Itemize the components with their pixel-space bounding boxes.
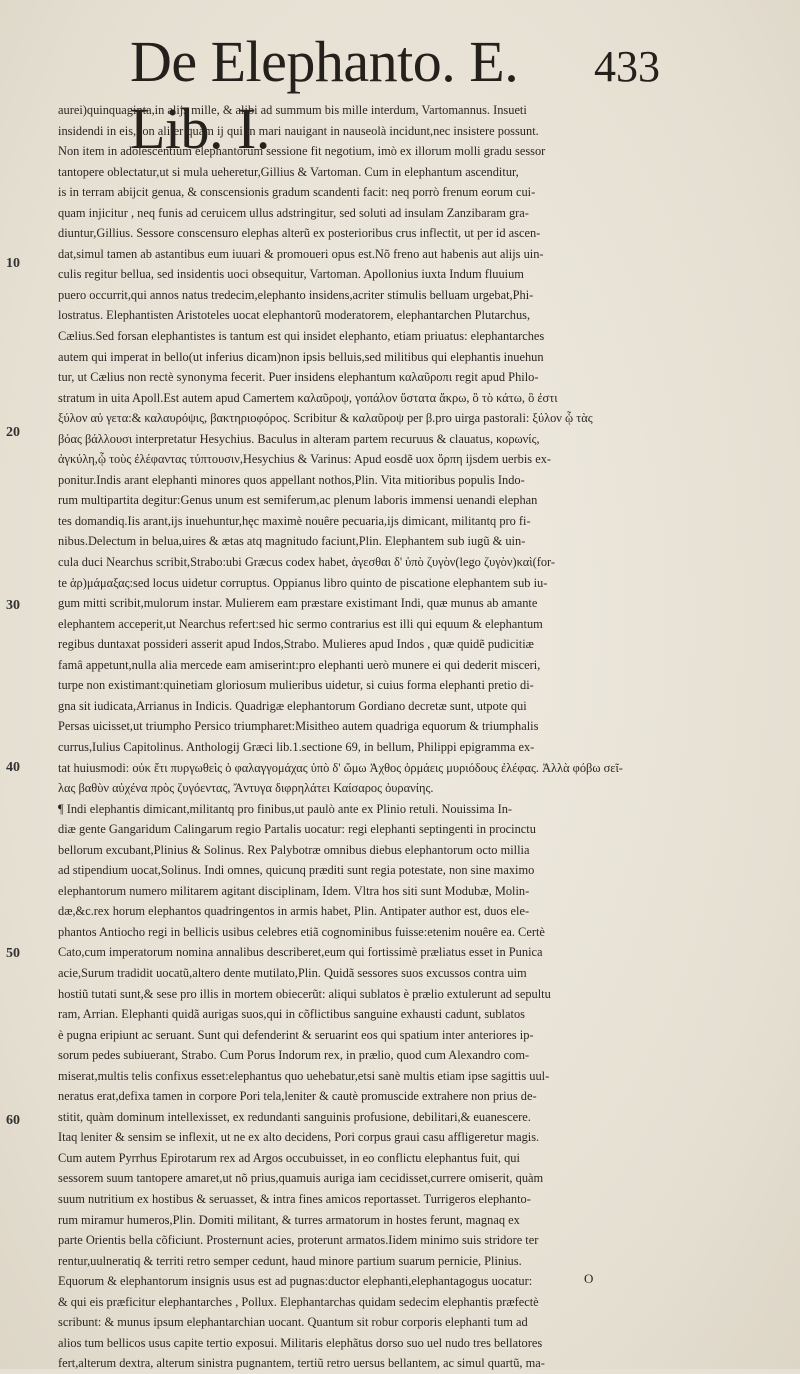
text-line: Cum autem Pyrrhus Epirotarum rex ad Argos occubuisset, in eo conflictu elephantus fuit, qui — [58, 1150, 520, 1165]
text-line: βόας βάλλουσι interpretatur Hesychius. Baculus in alteram partem recuruus & clauatus, κορωνίς, — [58, 431, 540, 446]
text-line: miserat,multis telis confixus esset:elephantus quo uehebatur,etsi sanè multis etiam ipse sagittis uul- — [58, 1068, 550, 1083]
text-line: ἀγκύλη,ᾧ τοὺς ἐλέφαντας τύπτουσιν,Hesychius & Varinus: Apud eosdẽ uox ὄρπη ijsdem uerbis ex- — [58, 452, 552, 467]
line-number-marker: 60 — [6, 1113, 20, 1128]
text-line: stratum in uita Apoll.Est autem apud Camertem καλαῦροψ, γοπάλον ὕστατα ἄκρω, ὃ τὸ κάτω, ὃ ἐστι — [58, 390, 558, 405]
text-line: cula duci Nearchus scribit,Strabo:ubi Græcus codex habet, ἀγεσθαι δ' ὑπὸ ζυγὸν(lego ζυγὸν)καὶ(for- — [58, 555, 556, 570]
text-line: turpe non existimant:quinetiam gloriosum mulieribus uidetur, si cuius forma elephanti pretio di- — [58, 678, 534, 693]
text-line: neratus erat,defixa tamen in corpore Pori tela,leniter & cautè promuscide extrahere non prius de- — [58, 1089, 537, 1104]
text-line: aurei)quinquaginta,in alijs mille, & alibi ad summum bis mille interdum, Vartomannus. Insueti — [58, 103, 527, 117]
line-number-marker: 40 — [6, 760, 20, 775]
text-line: parte Orientis bella cõficiunt. Prosternunt acies, proterunt armatos.Iidem minimo suis stridore ter — [58, 1233, 539, 1248]
text-line: Itaq leniter & sensim se inflexit, ut ne ex alto decidens, Pori corpus graui casu affligeretur magis. — [58, 1130, 540, 1145]
text-line: diæ gente Gangaridum Calingarum regio Partalis uocatur: regi elephanti septingenti in procinctu — [58, 822, 536, 837]
text-line: gna sit iudicata,Arrianus in Indicis. Quadrigæ elephantorum Gordiano decretæ sunt, utpote qui — [58, 698, 527, 713]
text-line: rum miramur humeros,Plin. Domiti militant, & turres armatorum in hostes ferunt, magnaq ex — [58, 1212, 520, 1227]
running-title: De Elephanto. E. Lib. I. — [130, 29, 519, 161]
text-line: tes domandiq.Iis arant,ijs inuehuntur,hęc maximè nouêre pecuaria,ijs dimicant, militantq pro fi- — [58, 513, 531, 528]
signature-mark: O — [584, 1271, 594, 1286]
text-line: fert,alterum dextra, alterum sinistra pugnantem, tertiũ retro uersus bellantem, ac simul quartũ, ma- — [58, 1356, 545, 1371]
text-line: dat,simul tamen ab astantibus eum iuuari & promoueri opus est.Nõ freno aut habenis aut alijs uin- — [58, 246, 544, 261]
text-line: ξύλον αὐ γετα:& καλαυρόψις, βακτηριοφόρος. Scribitur & καλαῦροψ per β.pro uirga pastorali: ξύλον ᾧ τὰς — [58, 411, 593, 426]
text-line: culis regitur bellua, sed insidentis uoci obsequitur, Vartoman. Apollonius iuxta Indum fluuium — [58, 267, 524, 282]
text-line: lostratus. Elephantisten Aristoteles uocat elephantorũ moderatorem, elephantarchen Plutarchus, — [58, 308, 531, 323]
text-line: Cælius.Sed forsan elephantistes is tantum est qui insidet elephanto, etiam priuatus: elephantarches — [58, 329, 545, 344]
text-line: bellorum excubant,Plinius & Solinus. Rex Palybotræ omnibus diebus elephantorum octo millia — [58, 842, 530, 857]
line-number-marker: 20 — [6, 425, 20, 440]
text-line: puero occurrit,qui annos natus tredecim,elephanto insidens,acriter stimulis belluam urgebat,Phi- — [58, 287, 534, 302]
text-line: currus,Iulius Capitolinus. Anthologij Græci lib.1.sectione 69, in bellum, Philippi epigramma ex- — [58, 739, 535, 754]
text-line: Non item in adolescentium elephantorum sessione fit negotium, imò ex illorum molli gradu sessor — [58, 144, 546, 159]
text-line: dæ,&c.rex horum elephantos quadringentos in armis habet, Plin. Antipater author est, duos ele- — [58, 904, 530, 919]
text-line: ram, Arrian. Elephanti quidã aurigas suos,qui in cõflictibus sanguine exhausti cadunt, sublatos — [58, 1007, 525, 1022]
text-line: Cato,cum imperatorum nomina annalibus describeret,eum qui fortissimè præliatus esset in Punica — [58, 945, 543, 960]
text-line: autem qui imperat in bello(ut inferius dicam)non ipsis belluis,sed militibus qui elephantis inuehun — [58, 349, 544, 364]
text-line: acie,Surum tradidit uocatũ,altero dente mutilato,Plin. Quidã sessores suos excussos contra uim — [58, 965, 527, 980]
text-line: ponitur.Indis arant elephanti minores quos appellant nothos,Plin. Vita mitioribus populis Indo- — [58, 472, 525, 487]
text-line: elephantorum numero militarem agitant disciplinam, Idem. Vltra hos siti sunt Modubæ, Molin- — [58, 883, 530, 898]
line-number-marker: 10 — [6, 256, 20, 271]
text-line: stitit, quàm dominum intellexisset, ex redundanti sanguinis profusione, debilitari,& euanescere. — [58, 1109, 531, 1124]
text-line: alios tum bellicos usus capite tertio exposui. Militaris elephãtus dorso suo uel nudo tres bellatores — [58, 1335, 543, 1350]
main-text-column — [58, 100, 652, 1374]
text-line: phantos Antiocho regi in bellicis usibus celebres etiã cognominibus fuisse:etenim nouêre ea. Certè — [58, 924, 545, 939]
line-number-marker: 50 — [6, 946, 20, 961]
text-line: sessorem suum tantopere amaret,ut nõ prius,quamuis auriga iam cecidisset,currere omiserit, quàm — [58, 1171, 544, 1186]
text-line: elephantem acceperit,ut Nearchus refert:sed hic sermo contrarius est illi qui equum & elephantum — [58, 616, 543, 631]
text-line: tat huiusmodi: οὐκ ἔτι πυργωθεὶς ὁ φαλαγγομάχας ὑπὸ δ' ὤμω Ἀχθος ὁρμάεις μυριόδους ἐλέφας. Ἀλλὰ φόβω σεῖ- — [58, 760, 623, 775]
text-line: rentur,uulneratiq & territi retro semper cedunt, haud minore partium suarum pernicie, Plinius. — [58, 1253, 522, 1268]
text-line: λας βαθὺν αὐχένα πρὸς ζυγόεντας, Ἄντυγα διφρηλάτει Καίσαρος ὀυρανίης. — [58, 781, 434, 796]
text-line: hostiũ tutati sunt,& sese pro illis in mortem obiecerũt: aliqui sublatos è prælio extulerunt ad sepultu — [58, 986, 551, 1001]
text-line: diuntur,Gillius. Sessore conscensuro elephas alterũ ex posterioribus crus inflectit, ut per id ascen- — [58, 226, 541, 241]
text-line: suum nutritium ex hostibus & seruasset, & intra fines amicos reportasset. Turrigeros elephanto- — [58, 1191, 531, 1206]
text-line: is in terram abijcit genua, & conscensionis gradum scandenti facit: neq porrò frenum eorum cui- — [58, 185, 536, 200]
text-line: tur, ut Cælius non rectè synonyma fecerit. Puer insidens elephantum καλαῦροπι regit apud Philo- — [58, 370, 539, 385]
text-line: tantopere oblectatur,ut si mula ueheretur,Gillius & Vartoman. Cum in elephantum ascenditur, — [58, 164, 519, 179]
line-number-marker: 30 — [6, 598, 20, 613]
text-line: regibus duntaxat possideri asserit apud Indos,Strabo. Mulieres apud Indos , quæ quidẽ pudicitiæ — [58, 637, 534, 652]
text-line: ¶ Indi elephantis dimicant,militantq pro finibus,ut paulò ante ex Plinio retuli. Nouissima In- — [58, 801, 513, 816]
text-line: & qui eis præficitur elephantarches , Pollux. Elephantarchas quidam sedecim elephantis præfectè — [58, 1294, 539, 1309]
text-line: quam injicitur , neq funis ad ceruicem ullus adstringitur, sed soluti ad insulam Zanzibaram gra- — [58, 205, 529, 220]
text-line: Persas uicisset,ut triumpho Persico triumpharet:Misitheo autem quadriga equorum & triumphalis — [58, 719, 539, 734]
text-line: nibus.Delectum in belua,uires & ætas atq magnitudo faciunt,Plin. Elephantem sub iugũ & uin- — [58, 534, 526, 549]
text-line: scribunt: & munus ipsum elephantarchian uocant. Quantum sit robur corporis elephanti tum ad — [58, 1315, 528, 1330]
text-line: gum mitti scribit,mulorum instar. Mulierem eam præstare existimant Indi, quæ munus ab amante — [58, 596, 538, 611]
text-line: insidendi in eis,non aliter quàm ij qui in mari nauigant in nauseolà incidunt,nec insistere possunt. — [58, 123, 539, 138]
text-line: famâ appetunt,nulla alia mercede eam amiserint:pro elephanti uerò munere ei qui dederit misceri, — [58, 657, 541, 672]
text-line: ad stipendium uocat,Solinus. Indi omnes, quicunq præditi sunt regia potestate, non sine maximo — [58, 863, 535, 878]
text-line: te ἁρ)μάμαξας:sed locus uidetur corruptus. Oppianus libro quinto de piscatione elephantem sub iu- — [58, 575, 548, 590]
text-line: rum multipartita degitur:Genus unum est semiferum,ac plenum laboris immensi uenandi elephan — [58, 493, 538, 508]
page-number: 433 — [594, 42, 660, 91]
text-line: sorum pedes subiuerant, Strabo. Cum Porus Indorum rex, in prælio, quod cum Alexandro com- — [58, 1048, 530, 1063]
text-line: Equorum & elephantorum insignis usus est ad pugnas:ductor elephanti,elephantagogus uocatur: — [58, 1274, 533, 1289]
text-line: è pugna eripiunt ac seruant. Sunt qui defenderint & seruarint eos qui spatium inter anteriores ip- — [58, 1027, 534, 1042]
